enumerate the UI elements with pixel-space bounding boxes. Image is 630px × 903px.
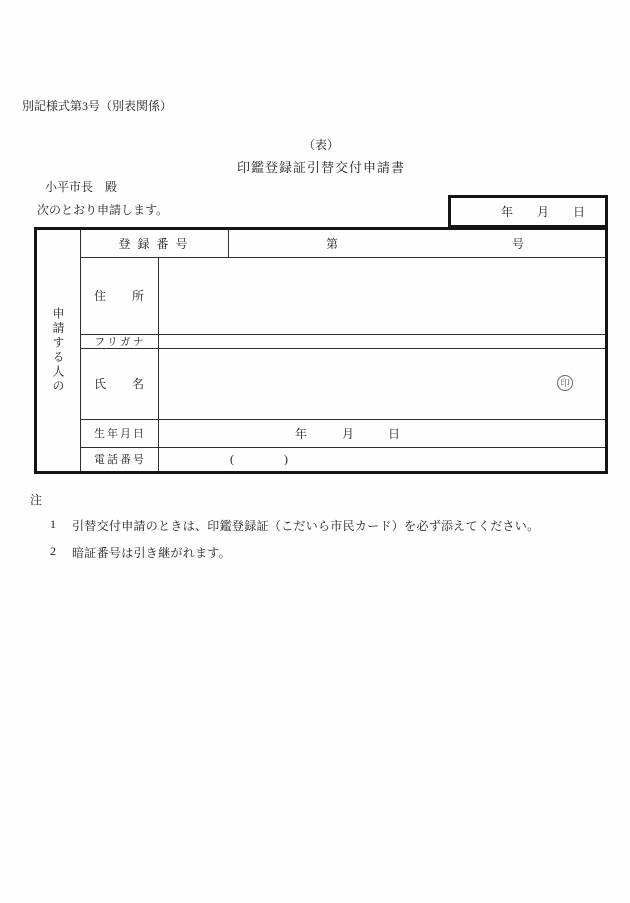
registration-suffix: 号 bbox=[511, 237, 525, 251]
form-number: 別記様式第3号（別表関係） bbox=[22, 99, 173, 113]
address-label: 住 所 bbox=[93, 289, 151, 303]
address-value-cell bbox=[158, 257, 605, 334]
note-text: 引替交付申請のときは、印鑑登録証（こだいら市民カード）を必ず添えてください。 bbox=[72, 519, 540, 533]
birth-day-label: 日 bbox=[387, 426, 401, 441]
date-day-label: 日 bbox=[572, 205, 585, 219]
date-box bbox=[448, 195, 608, 228]
furigana-label: フリガナ bbox=[94, 336, 146, 348]
phone-paren-close: ) bbox=[284, 451, 288, 466]
intro-text: 次のとおり申請します。 bbox=[37, 203, 169, 217]
name-label: 氏 名 bbox=[93, 377, 151, 391]
birth-month-label: 月 bbox=[341, 426, 355, 441]
registration-number-value-cell bbox=[228, 230, 605, 257]
side-label: （表） bbox=[302, 138, 339, 152]
notes-heading: 注 bbox=[30, 493, 43, 507]
birthdate-value-cell bbox=[158, 419, 605, 447]
note-number: 2 bbox=[50, 544, 56, 558]
applicant-group-label: 申請する人の bbox=[51, 307, 65, 394]
date-month-label: 月 bbox=[536, 205, 549, 219]
note-text: 暗証番号は引き継がれます。 bbox=[72, 546, 231, 560]
phone-label: 電話番号 bbox=[94, 454, 146, 466]
phone-paren-open: ( bbox=[230, 451, 234, 466]
applicant-group-cell bbox=[37, 230, 80, 471]
phone-value-cell bbox=[158, 447, 605, 471]
birth-year-label: 年 bbox=[294, 426, 308, 441]
registration-number-label: 登 録 番 号 bbox=[118, 237, 190, 251]
name-value-cell bbox=[158, 348, 605, 419]
application-table bbox=[34, 227, 608, 474]
date-year-label: 年 bbox=[500, 205, 513, 219]
furigana-value-cell bbox=[158, 334, 605, 348]
birthdate-label: 生年月日 bbox=[94, 428, 146, 440]
registration-prefix: 第 bbox=[325, 237, 339, 251]
note-number: 1 bbox=[50, 517, 56, 531]
addressee: 小平市長 殿 bbox=[45, 180, 118, 194]
page-title: 印鑑登録証引替交付申請書 bbox=[236, 160, 405, 175]
seal-mark-icon: 印 bbox=[557, 375, 573, 391]
